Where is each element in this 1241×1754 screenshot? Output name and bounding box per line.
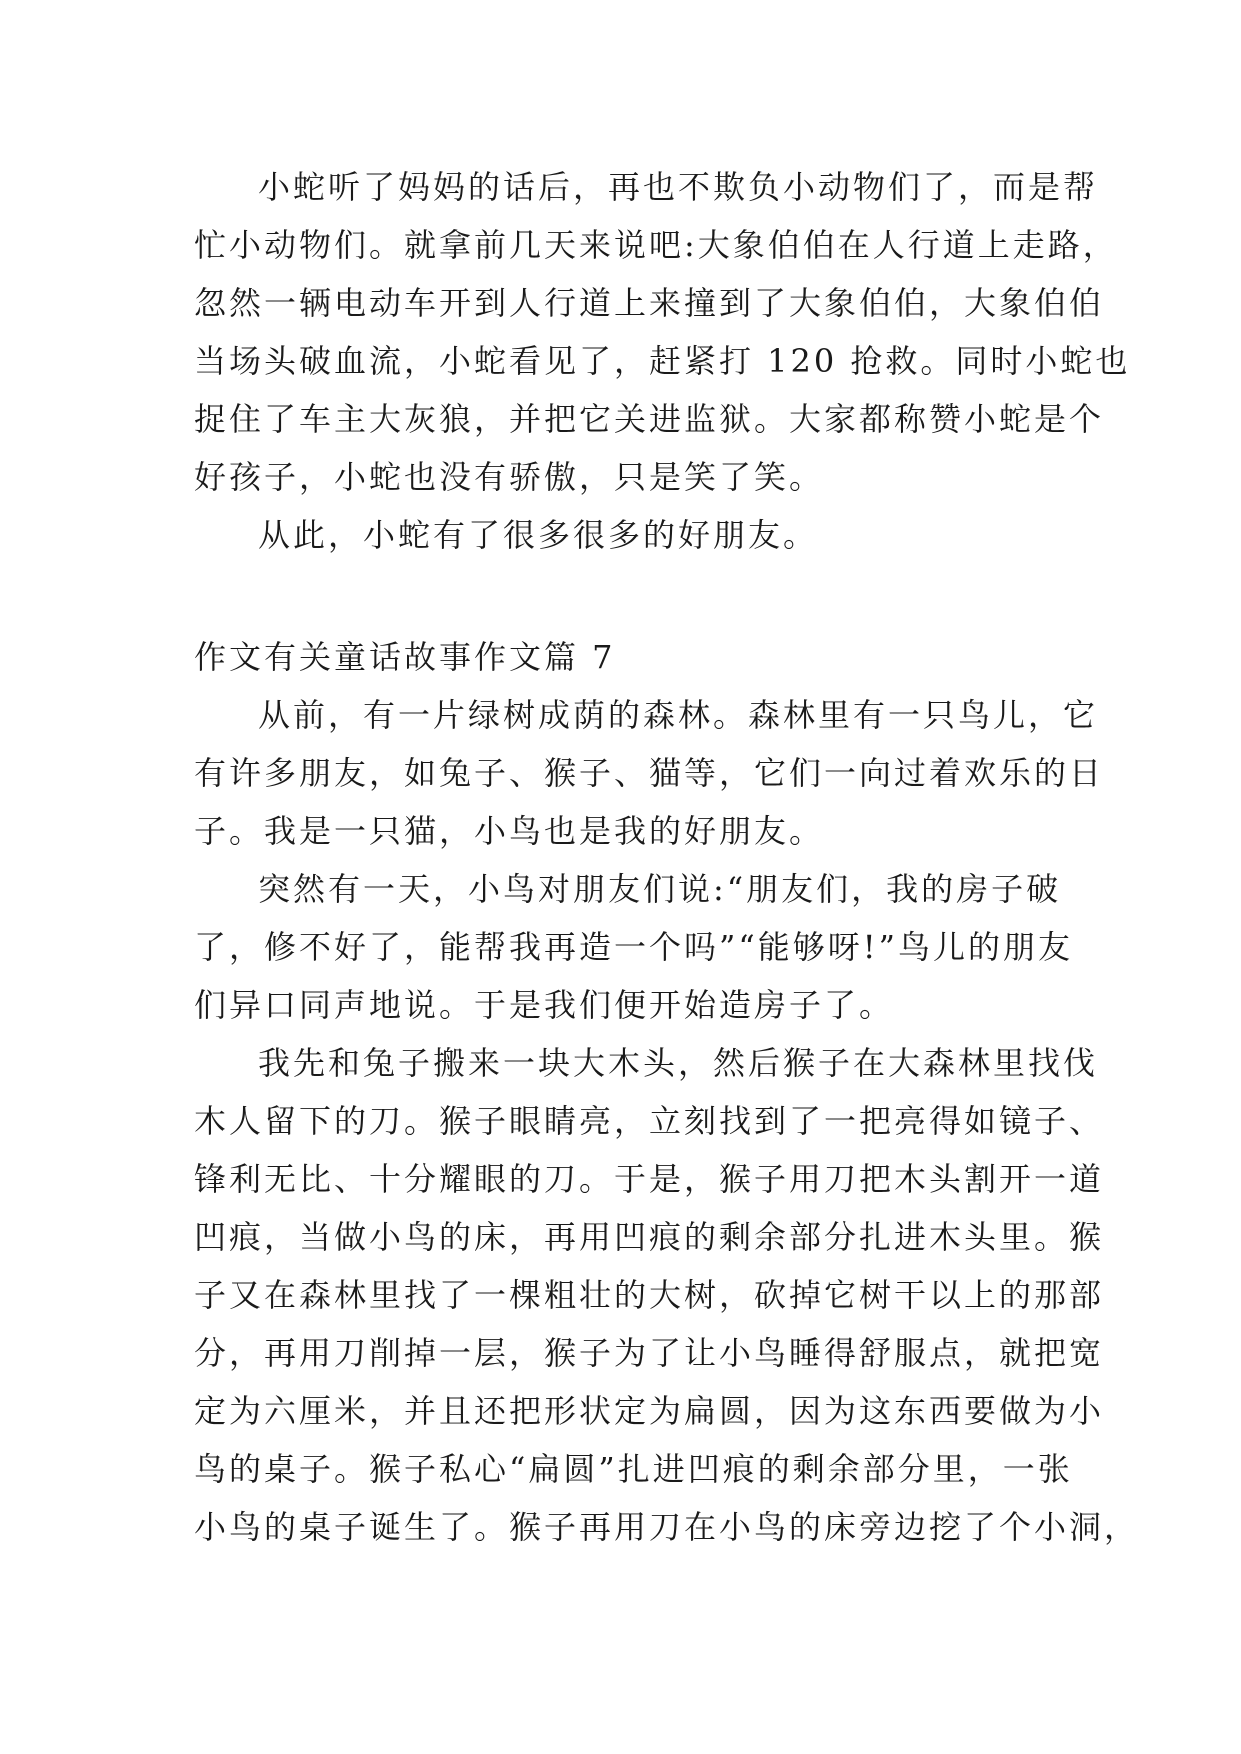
text-line: 分，再用刀削掉一层，猴子为了让小鸟睡得舒服点，就把宽 <box>194 1334 1105 1372</box>
text-line: 好孩子，小蛇也没有骄傲，只是笑了笑。 <box>194 458 825 496</box>
section-heading: 作文有关童话故事作文篇 7 <box>194 638 616 676</box>
text-line: 子又在森林里找了一棵粗壮的大树，砍掉它树干以上的那部 <box>194 1276 1105 1314</box>
text-line: 忽然一辆电动车开到人行道上来撞到了大象伯伯，大象伯伯 <box>194 284 1105 322</box>
text-line: 突然有一天，小鸟对朋友们说:“朋友们，我的房子破 <box>258 870 1062 908</box>
text-line: 锋利无比、十分耀眼的刀。于是，猴子用刀把木头割开一道 <box>194 1160 1105 1198</box>
text-line: 木人留下的刀。猴子眼睛亮，立刻找到了一把亮得如镜子、 <box>194 1102 1105 1140</box>
text-line: 忙小动物们。就拿前几天来说吧:大象伯伯在人行道上走路， <box>194 226 1118 264</box>
paragraph <box>194 686 1105 860</box>
text-line: 凹痕，当做小鸟的床，再用凹痕的剩余部分扎进木头里。猴 <box>194 1218 1105 1256</box>
text-line: 小蛇听了妈妈的话后，再也不欺负小动物们了，而是帮 <box>258 168 1099 206</box>
text-line: 小鸟的桌子诞生了。猴子再用刀在小鸟的床旁边挖了个小洞， <box>194 1508 1140 1546</box>
paragraph <box>194 506 1054 564</box>
section-2 <box>194 686 1140 1556</box>
text-line: 子。我是一只猫，小鸟也是我的好朋友。 <box>194 812 825 850</box>
text-line: 从前，有一片绿树成荫的森林。森林里有一只鸟儿，它 <box>258 696 1099 734</box>
text-line: 了，修不好了，能帮我再造一个吗”“能够呀!”鸟儿的朋友 <box>194 928 1073 966</box>
text-line: 有许多朋友，如兔子、猴子、猫等，它们一向过着欢乐的日 <box>194 754 1105 792</box>
paragraph <box>194 158 1131 506</box>
text-line: 从此，小蛇有了很多很多的好朋友。 <box>258 516 819 554</box>
paragraph <box>194 1034 1140 1556</box>
text-line: 捉住了车主大灰狼，并把它关进监狱。大家都称赞小蛇是个 <box>194 400 1105 438</box>
text-line: 们异口同声地说。于是我们便开始造房子了。 <box>194 986 895 1024</box>
paragraph <box>194 860 1073 1034</box>
text-line: 当场头破血流，小蛇看见了，赶紧打 120 抢救。同时小蛇也 <box>194 342 1131 380</box>
section-1 <box>194 158 1131 564</box>
text-line: 我先和兔子搬来一块大木头，然后猴子在大森林里找伐 <box>258 1044 1099 1082</box>
text-line: 定为六厘米，并且还把形状定为扁圆，因为这东西要做为小 <box>194 1392 1105 1430</box>
text-line: 鸟的桌子。猴子私心“扁圆”扎进凹痕的剩余部分里，一张 <box>194 1450 1073 1488</box>
